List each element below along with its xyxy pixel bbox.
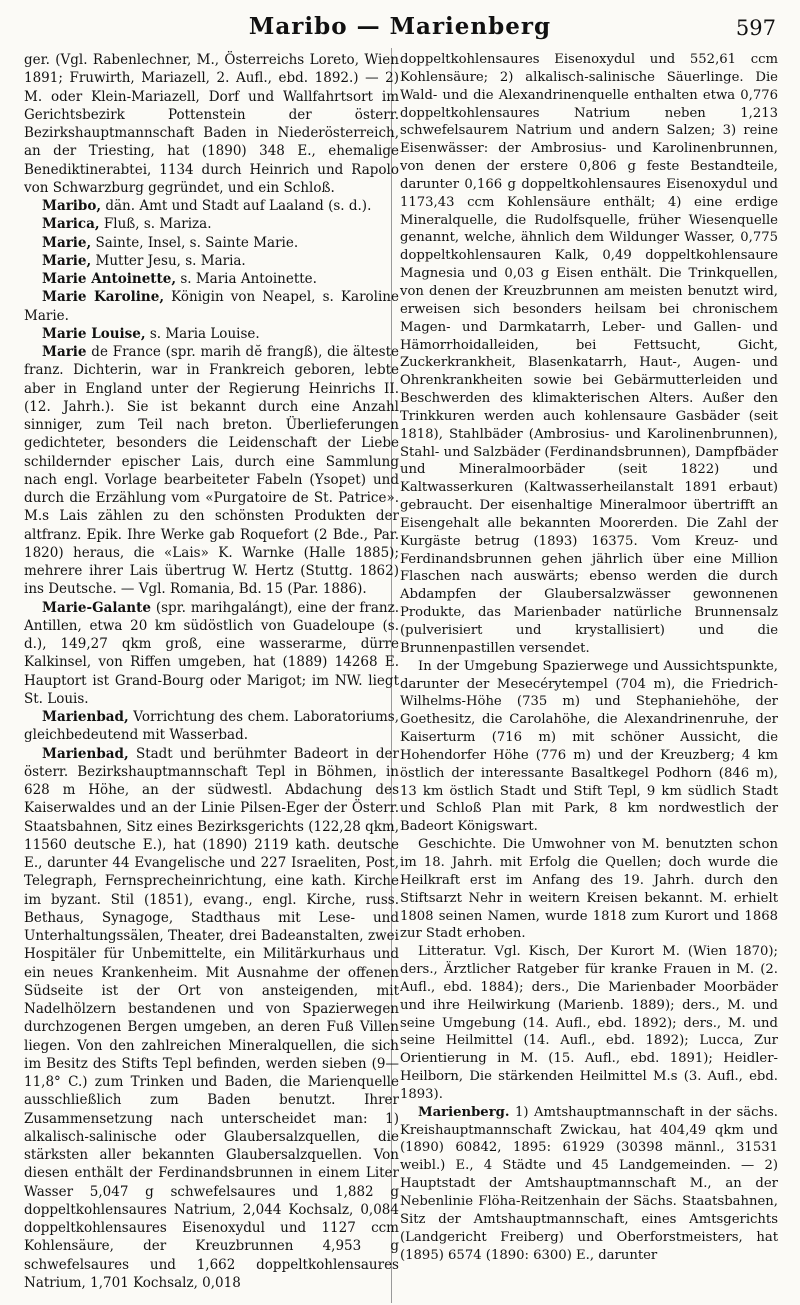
entry-paragraph — [400, 943, 778, 1104]
entry-text: de France (spr. marih dĕ frangß), die älteste franz. Dichterin, war in Frankreich geboren, lebte aber in England unter der Regierung Heinrichs II. (12. Jahrh.). Sie ist bekannt durch eine Anzahl sinniger, zum Teil nach breton. Überlieferungen gedichteter, besonders die Leidenschaft der Liebe schildernder epischer Lais, durch eine Sammlung nach engl. Vorlage bearbeiteter Fabeln (Ysopet) und durch die Erzählung vom «Purgatoire de St. Patrice». M.s Lais zählen zu den schönsten Produkten der altfranz. Epik. Ihre Werke gab Roquefort (2 Bde., Par. 1820) heraus, die «Lais» K. Warnke (Halle 1885); mehrere ihrer Lais übertrug W. Hertz (Stuttg. 1862) ins Deutsche. — Vgl. Romania, Bd. 15 (Par. 1886). — [24, 344, 399, 598]
entry-paragraph — [24, 599, 399, 709]
entry-text: Mutter Jesu, s. Maria. — [91, 252, 246, 269]
entry-text: ger. (Vgl. Rabenlechner, M., Österreichs Loreto, Wien 1891; Fruwirth, Mariazell, 2. Aufl., ebd. 1892.) — 2) M. oder Klein-Mariazell, Dorf und Wallfahrtsort im Gerichtsbezirk Pottenstein der österr. Bezirkshauptmannschaft Baden in Niederösterreich, an der Triesting, hat (1890) 348 E., ehemalige Benediktinerabtei, 1134 durch Heinrich und Rapolo von Schwarzburg gegründet, und ein Schloß. — [24, 52, 399, 196]
entry-headword: Marie Louise, — [42, 325, 146, 342]
entry-text: Königin von Neapel, s. Karoline Marie. — [24, 289, 399, 324]
entry-headword: Marica, — [42, 216, 100, 233]
entry-paragraph — [24, 197, 399, 215]
entry-paragraph — [24, 234, 399, 252]
entry-paragraph — [24, 270, 399, 288]
entry-text: doppeltkohlensaures Eisenoxydul und 552,61 ccm Kohlensäure; 2) alkalisch-salinische Säuerlinge. Die Wald- und die Alexandrinenquelle enthalten etwa 0,776 doppeltkohlensaures Natrium neben 1,213 schwefelsaurem Natrium und andern Salzen; 3) reine Eisenwässer: der Ambrosius- und Karolinenbrunnen, von denen der erstere 0,806 g feste Bestandteile, darunter 0,166 g doppeltkohlensaures Eisenoxydul und 1173,43 ccm Kohlensäure enthält; 4) eine erdige Mineralquelle, die Rudolfsquelle, früher Wiesenquelle genannt, welche, ähnlich dem Wildunger Wasser, 0,775 doppeltkohlensauren Kalk, 0,49 doppeltkohlensaure Magnesia und 0,03 g Eisen enthält. Die Trinkquellen, von denen der Kreuzbrunnen am meisten benutzt wird, erweisen sich besonders heilsam bei chronischem Magen- und Darmkatarrh, Leber- und Gallen- und Hämorrhoidalleiden, bei Fettsucht, Gicht, Zuckerkrankheit, Blasenkatarrh, Haut-, Augen- und Ohrenkrankheiten sowie bei Gebärmutterleiden und Beschwerden des klimakterischen Alters. Außer den Trinkkuren werden auch kohlensaure Gasbäder (seit 1818), Stahlbäder (Ambrosius- und Karolinenbrunnen), Stahl- und Salzbäder (Ferdinandsbrunnen), Dampfbäder und Mineralmoorbäder (seit 1822) und Kaltwasserkuren (Kaltwasserheilanstalt 1891 erbaut) gebraucht. Der eisenhaltige Mineralmoor übertrifft an Eisengehalt alle bekannten Moorerden. Die Zahl der Kurgäste betrug (1893) 16375. Vom Kreuz- und Ferdinandsbrunnen gehen jährlich über eine Million Flaschen nach auswärts; ebenso werden die durch Abdampfen der Glaubersalzwässer gewonnenen Produkte, das Marienbader natürliche Brunnensalz (pulverisiert und krystallisiert) und die Brunnenpastillen versendet. — [400, 52, 778, 656]
running-title: Maribo — Marienberg — [248, 12, 552, 40]
entry-paragraph — [400, 658, 778, 836]
entry-text: Geschichte. Die Umwohner von M. benutzten schon im 18. Jahrh. mit Erfolg die Quellen; doch wurde die Heilkraft erst im Anfang des 19. Jahrh. durch den Stiftsarzt Nehr in weitern Kreisen bekannt. M. erhielt 1808 seinen Namen, wurde 1818 zum Kurort und 1868 zur Stadt erhoben. — [400, 837, 778, 942]
entry-text: s. Maria Antoinette. — [176, 271, 317, 287]
entry-headword: Marie, — [42, 252, 92, 269]
left-column — [24, 51, 399, 1292]
entry-text: Fluß, s. Mariza. — [99, 216, 212, 233]
entry-text: Sainte, Insel, s. Sainte Marie. — [91, 234, 299, 251]
entry-paragraph — [24, 215, 399, 233]
entry-headword: Maribo, — [42, 198, 102, 214]
entry-paragraph — [24, 325, 399, 343]
entry-text: 1) Amtshauptmannschaft in der sächs. Kreishauptmannschaft Zwickau, hat 404,49 qkm und (1890) 60842, 1895: 61929 (30398 männl., 31531 weibl.) E., 4 Städte und 45 Landgemeinden. — 2) Hauptstadt der Amtshauptmannschaft M., an der Nebenlinie Flöha-Reitzenhain der Sächs. Staatsbahnen, Sitz der Amtshauptmannschaft, eines Amtsgerichts (Landgericht Freiberg) und Oberforstmeisters, hat (1895) 6574 (1890: 6300) E., darunter — [400, 1104, 778, 1263]
entry-paragraph — [24, 745, 399, 1293]
entry-headword: Marie Antoinette, — [42, 271, 177, 287]
entry-paragraph — [24, 343, 399, 599]
entry-text: s. Maria Louise. — [145, 325, 260, 342]
entry-text: Vorrichtung des chem. Laboratoriums, gleichbedeutend mit Wasserbad. — [24, 709, 399, 744]
entry-paragraph — [24, 288, 399, 325]
entry-paragraph — [400, 51, 778, 658]
entry-paragraph — [24, 708, 399, 745]
entry-headword: Marienbad, — [42, 709, 129, 725]
page-number: 597 — [735, 16, 776, 40]
entry-headword: Marie-Galante — [42, 599, 151, 616]
entry-headword: Marienberg. — [418, 1104, 510, 1120]
entry-text: dän. Amt und Stadt auf Laaland (s. d.). — [101, 198, 372, 214]
entry-paragraph — [24, 252, 399, 270]
entry-paragraph — [400, 1104, 778, 1265]
entry-paragraph — [24, 51, 399, 197]
entry-text: Litteratur. Vgl. Kisch, Der Kurort M. (Wien 1870); ders., Ärztlicher Ratgeber für kranke Frauen in M. (2. Aufl., ebd. 1884); ders., Die Marienbader Moorbäder und ihre Heilwirkung (Marienb. 1889); ders., M. und seine Umgebung (14. Aufl., ebd. 1892); ders., M. und seine Heilmittel (14. Aufl., ebd. 1892); Lucca, Zur Orientierung in M. (15. Aufl., ebd. 1891); Heidler-Heilborn, Die stärkenden Heilmittel M.s (3. Aufl., ebd. 1893). — [400, 944, 778, 1102]
entry-text: In der Umgebung Spazierwege und Aussichtspunkte, darunter der Mesecérytempel (704 m), die Friedrich-Wilhelms-Höhe (735 m) und Stephaniehöhe, der Goethesitz, die Carolahöhe, die Alexandrinenruhe, der Kaiserturm (716 m) mit schöner Aussicht, die Hohendorfer Höhe (776 m) und der Kreuzberg; 4 km östlich der interessante Basaltkegel Podhorn (846 m), 13 km östlich Stadt und Stift Tepl, 9 km südlich Stadt und Schloß Plan mit Park, 8 km nordwestlich der Badeort Königswart. — [400, 658, 778, 835]
entry-headword: Marie Karoline, — [42, 289, 165, 306]
entry-headword: Marie, — [42, 234, 92, 251]
entry-paragraph — [400, 836, 778, 943]
entry-headword: Marie — [42, 344, 87, 360]
page-header — [24, 6, 776, 46]
entry-headword: Marienbad, — [42, 745, 129, 762]
entry-text: (spr. marihgalángt), eine der franz. Antillen, etwa 20 km südöstlich von Guadeloupe (s. d.), 149,27 qkm groß, eine wasserarme, dürre Kalkinsel, von Riffen umgeben, hat (1889) 14268 E. Hauptort ist Grand-Bourg oder Marigot; im NW. liegt St. Louis. — [24, 599, 399, 707]
right-column — [400, 51, 778, 1264]
entry-text: Stadt und berühmter Badeort in der österr. Bezirkshauptmannschaft Tepl in Böhmen, in 628 m Höhe, an der südwestl. Abdachung des Kaiserwaldes und an der Linie Pilsen-Eger der Österr. Staatsbahnen, Sitz eines Bezirksgerichts (122,28 qkm, 11560 deutsche E.), hat (1890) 2119 kath. deutsche E., darunter 44 Evangelische und 227 Israeliten, Post, Telegraph, Fernsprecheinrichtung, eine kath. Kirche im byzant. Stil (1851), evang., engl. Kirche, russ. Bethaus, Synagoge, Stadthaus mit Lese- und Unterhaltungssälen, Theater, drei Badeanstalten, zwei Hospitäler für Unbemittelte, ein Militärkurhaus und ein neues Krankenheim. Mit Ausnahme der offenen Südseite ist der Ort von ansteigenden, mit Nadelhölzern bestandenen und von Spazierwegen durchzogenen Bergen umgeben, an deren Fuß Villen liegen. Von den zahlreichen Mineralquellen, die sich im Besitz des Stifts Tepl befinden, werden sieben (9—11,8° C.) zum Trinken und Baden, die Marienquelle ausschließlich zum Baden benutzt. Ihrer Zusammensetzung nach unterscheidet man: 1) alkalisch-salinische oder Glaubersalzquellen, die stärksten aller bekannten Glaubersalzquellen. Von diesen enthält der Ferdinandsbrunnen in einem Liter Wasser 5,047 g schwefelsaures und 1,882 g doppeltkohlensaures Natrium, 2,044 Kochsalz, 0,084 doppeltkohlensaures Eisenoxydul und 1127 ccm Kohlensäure, der Kreuzbrunnen 4,953 g schwefelsaures und 1,662 doppeltkohlensaures Natrium, 1,701 Kochsalz, 0,018 — [24, 745, 399, 1291]
